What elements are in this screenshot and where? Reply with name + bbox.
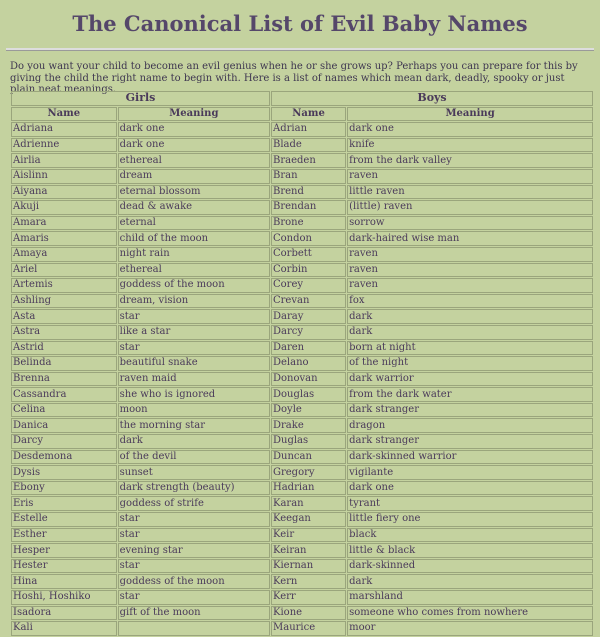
boy-meaning-cell: dark-skinned warrior bbox=[347, 450, 593, 465]
girl-name-cell: Astrid bbox=[11, 341, 117, 356]
table-row bbox=[11, 543, 593, 558]
girl-name-cell: Ariel bbox=[11, 263, 117, 278]
table-row bbox=[11, 528, 593, 543]
boy-meaning-cell: from the dark valley bbox=[347, 153, 593, 168]
girl-meaning-cell: she who is ignored bbox=[118, 387, 270, 402]
boy-name-cell: Darcy bbox=[271, 325, 346, 340]
table-row bbox=[11, 294, 593, 309]
boy-meaning-cell: dark bbox=[347, 574, 593, 589]
girl-meaning-cell: dark one bbox=[118, 122, 270, 137]
girl-name-cell: Belinda bbox=[11, 356, 117, 371]
table-row bbox=[11, 418, 593, 433]
boys-name-column-header: Name bbox=[271, 107, 346, 122]
table-row bbox=[11, 122, 593, 137]
boy-meaning-cell: knife bbox=[347, 138, 593, 153]
girl-name-cell: Amaris bbox=[11, 231, 117, 246]
boy-name-cell: Duncan bbox=[271, 450, 346, 465]
names-table-body bbox=[11, 122, 593, 636]
girl-meaning-cell: goddess of strife bbox=[118, 496, 270, 511]
table-row bbox=[11, 372, 593, 387]
boy-name-cell: Corey bbox=[271, 278, 346, 293]
girl-meaning-cell: eternal blossom bbox=[118, 185, 270, 200]
table-row bbox=[11, 185, 593, 200]
boy-meaning-cell: little fiery one bbox=[347, 512, 593, 527]
boy-name-cell: Kern bbox=[271, 574, 346, 589]
boy-meaning-cell: dark warrior bbox=[347, 372, 593, 387]
table-row bbox=[11, 450, 593, 465]
boy-meaning-cell: vigilante bbox=[347, 465, 593, 480]
boys-meaning-column-header: Meaning bbox=[347, 107, 593, 122]
table-row bbox=[11, 216, 593, 231]
girl-name-cell: Darcy bbox=[11, 434, 117, 449]
boy-name-cell: Drake bbox=[271, 418, 346, 433]
table-row bbox=[11, 341, 593, 356]
table-row bbox=[11, 574, 593, 589]
boy-name-cell: Keegan bbox=[271, 512, 346, 527]
girl-name-cell: Aislinn bbox=[11, 169, 117, 184]
table-row bbox=[11, 153, 593, 168]
girls-name-column-header: Name bbox=[11, 107, 117, 122]
table-row bbox=[11, 356, 593, 371]
girl-meaning-cell: night rain bbox=[118, 247, 270, 262]
table-row bbox=[11, 387, 593, 402]
boy-meaning-cell: someone who comes from nowhere bbox=[347, 606, 593, 621]
girl-name-cell: Hoshi, Hoshiko bbox=[11, 590, 117, 605]
boy-meaning-cell: black bbox=[347, 528, 593, 543]
girl-meaning-cell: sunset bbox=[118, 465, 270, 480]
boy-name-cell: Hadrian bbox=[271, 481, 346, 496]
girl-meaning-cell: star bbox=[118, 341, 270, 356]
boy-meaning-cell: marshland bbox=[347, 590, 593, 605]
boy-meaning-cell: dark stranger bbox=[347, 434, 593, 449]
girl-name-cell: Ebony bbox=[11, 481, 117, 496]
boy-name-cell: Duglas bbox=[271, 434, 346, 449]
girl-meaning-cell: goddess of the moon bbox=[118, 278, 270, 293]
page bbox=[4, 0, 596, 634]
table-row bbox=[11, 621, 593, 636]
girl-name-cell: Hester bbox=[11, 559, 117, 574]
girl-meaning-cell: of the devil bbox=[118, 450, 270, 465]
girl-meaning-cell: dead & awake bbox=[118, 200, 270, 215]
girl-meaning-cell: raven maid bbox=[118, 372, 270, 387]
boy-name-cell: Delano bbox=[271, 356, 346, 371]
girl-meaning-cell: star bbox=[118, 309, 270, 324]
girls-meaning-column-header: Meaning bbox=[118, 107, 270, 122]
boy-meaning-cell: dark bbox=[347, 325, 593, 340]
boy-meaning-cell: dark stranger bbox=[347, 403, 593, 418]
girl-meaning-cell: gift of the moon bbox=[118, 606, 270, 621]
boy-name-cell: Corbin bbox=[271, 263, 346, 278]
title-divider bbox=[6, 48, 594, 51]
girl-meaning-cell: ethereal bbox=[118, 263, 270, 278]
girl-meaning-cell: moon bbox=[118, 403, 270, 418]
girl-name-cell: Ashling bbox=[11, 294, 117, 309]
girl-meaning-cell: like a star bbox=[118, 325, 270, 340]
girl-meaning-cell: star bbox=[118, 559, 270, 574]
boy-meaning-cell: moor bbox=[347, 621, 593, 636]
boy-name-cell: Keir bbox=[271, 528, 346, 543]
girl-meaning-cell: eternal bbox=[118, 216, 270, 231]
boy-name-cell: Karan bbox=[271, 496, 346, 511]
table-row bbox=[11, 512, 593, 527]
table-row bbox=[11, 481, 593, 496]
boy-name-cell: Braeden bbox=[271, 153, 346, 168]
table-row bbox=[11, 465, 593, 480]
boy-name-cell: Bran bbox=[271, 169, 346, 184]
boy-meaning-cell: raven bbox=[347, 169, 593, 184]
girl-name-cell: Akuji bbox=[11, 200, 117, 215]
boy-meaning-cell: dark one bbox=[347, 122, 593, 137]
boy-meaning-cell: dark-skinned bbox=[347, 559, 593, 574]
girl-name-cell: Hina bbox=[11, 574, 117, 589]
boy-meaning-cell: raven bbox=[347, 278, 593, 293]
girl-name-cell: Artemis bbox=[11, 278, 117, 293]
girl-name-cell: Isadora bbox=[11, 606, 117, 621]
girl-name-cell: Airlia bbox=[11, 153, 117, 168]
table-row bbox=[11, 247, 593, 262]
girl-meaning-cell: evening star bbox=[118, 543, 270, 558]
table-row bbox=[11, 138, 593, 153]
girl-name-cell: Dysis bbox=[11, 465, 117, 480]
boy-meaning-cell: dark one bbox=[347, 481, 593, 496]
girl-name-cell: Danica bbox=[11, 418, 117, 433]
table-row bbox=[11, 496, 593, 511]
boy-meaning-cell: dark-haired wise man bbox=[347, 231, 593, 246]
table-row bbox=[11, 278, 593, 293]
girl-meaning-cell bbox=[118, 621, 270, 636]
boy-name-cell: Gregory bbox=[271, 465, 346, 480]
girl-meaning-cell: dark strength (beauty) bbox=[118, 481, 270, 496]
boy-meaning-cell: little & black bbox=[347, 543, 593, 558]
girl-meaning-cell: star bbox=[118, 512, 270, 527]
girl-name-cell: Astra bbox=[11, 325, 117, 340]
girl-name-cell: Adriana bbox=[11, 122, 117, 137]
boy-name-cell: Corbett bbox=[271, 247, 346, 262]
boy-meaning-cell: tyrant bbox=[347, 496, 593, 511]
girl-name-cell: Celina bbox=[11, 403, 117, 418]
girl-meaning-cell: beautiful snake bbox=[118, 356, 270, 371]
boy-name-cell: Donovan bbox=[271, 372, 346, 387]
boy-name-cell: Maurice bbox=[271, 621, 346, 636]
table-row bbox=[11, 325, 593, 340]
girl-name-cell: Desdemona bbox=[11, 450, 117, 465]
girl-meaning-cell: dream, vision bbox=[118, 294, 270, 309]
boy-meaning-cell: raven bbox=[347, 263, 593, 278]
boy-name-cell: Kione bbox=[271, 606, 346, 621]
boy-meaning-cell: born at night bbox=[347, 341, 593, 356]
page-title: The Canonical List of Evil Baby Names bbox=[72, 11, 528, 36]
boy-meaning-cell: sorrow bbox=[347, 216, 593, 231]
girl-meaning-cell: dark bbox=[118, 434, 270, 449]
boy-meaning-cell: (little) raven bbox=[347, 200, 593, 215]
table-row bbox=[11, 403, 593, 418]
boy-name-cell: Adrian bbox=[271, 122, 346, 137]
table-row bbox=[11, 200, 593, 215]
boy-name-cell: Kerr bbox=[271, 590, 346, 605]
girl-name-cell: Eris bbox=[11, 496, 117, 511]
boy-name-cell: Blade bbox=[271, 138, 346, 153]
boy-name-cell: Crevan bbox=[271, 294, 346, 309]
boy-meaning-cell: dragon bbox=[347, 418, 593, 433]
girl-meaning-cell: ethereal bbox=[118, 153, 270, 168]
table-row bbox=[11, 231, 593, 246]
girl-meaning-cell: dream bbox=[118, 169, 270, 184]
boys-header: Boys bbox=[271, 91, 593, 106]
boy-name-cell: Brone bbox=[271, 216, 346, 231]
boy-meaning-cell: fox bbox=[347, 294, 593, 309]
girl-meaning-cell: star bbox=[118, 590, 270, 605]
girl-name-cell: Aiyana bbox=[11, 185, 117, 200]
boy-meaning-cell: of the night bbox=[347, 356, 593, 371]
boy-name-cell: Condon bbox=[271, 231, 346, 246]
boy-name-cell: Brend bbox=[271, 185, 346, 200]
boy-name-cell: Daren bbox=[271, 341, 346, 356]
boy-name-cell: Brendan bbox=[271, 200, 346, 215]
boy-meaning-cell: from the dark water bbox=[347, 387, 593, 402]
girl-name-cell: Kali bbox=[11, 621, 117, 636]
boy-name-cell: Keiran bbox=[271, 543, 346, 558]
boy-meaning-cell: raven bbox=[347, 247, 593, 262]
girls-header: Girls bbox=[11, 91, 270, 106]
boy-name-cell: Daray bbox=[271, 309, 346, 324]
table-row bbox=[11, 590, 593, 605]
girl-name-cell: Estelle bbox=[11, 512, 117, 527]
intro-paragraph: Do you want your child to become an evil genius when he or she grows up? Perhaps you can prepare for this by giving the child the right name to begin with. Here is a list of names which mean dark, deadly, spooky or just plain neat meanings. bbox=[10, 61, 578, 95]
girl-name-cell: Amaya bbox=[11, 247, 117, 262]
girl-name-cell: Cassandra bbox=[11, 387, 117, 402]
names-table bbox=[10, 90, 594, 637]
boy-name-cell: Doyle bbox=[271, 403, 346, 418]
table-row bbox=[11, 263, 593, 278]
girl-name-cell: Hesper bbox=[11, 543, 117, 558]
girl-name-cell: Asta bbox=[11, 309, 117, 324]
table-row bbox=[11, 169, 593, 184]
girl-meaning-cell: goddess of the moon bbox=[118, 574, 270, 589]
girl-name-cell: Brenna bbox=[11, 372, 117, 387]
boy-meaning-cell: little raven bbox=[347, 185, 593, 200]
girl-name-cell: Amara bbox=[11, 216, 117, 231]
table-row bbox=[11, 559, 593, 574]
girl-meaning-cell: dark one bbox=[118, 138, 270, 153]
table-row bbox=[11, 434, 593, 449]
boy-meaning-cell: dark bbox=[347, 309, 593, 324]
girl-meaning-cell: the morning star bbox=[118, 418, 270, 433]
girl-name-cell: Esther bbox=[11, 528, 117, 543]
girl-meaning-cell: star bbox=[118, 528, 270, 543]
boy-name-cell: Douglas bbox=[271, 387, 346, 402]
boy-name-cell: Kiernan bbox=[271, 559, 346, 574]
table-row bbox=[11, 309, 593, 324]
girl-name-cell: Adrienne bbox=[11, 138, 117, 153]
girl-meaning-cell: child of the moon bbox=[118, 231, 270, 246]
table-row bbox=[11, 606, 593, 621]
